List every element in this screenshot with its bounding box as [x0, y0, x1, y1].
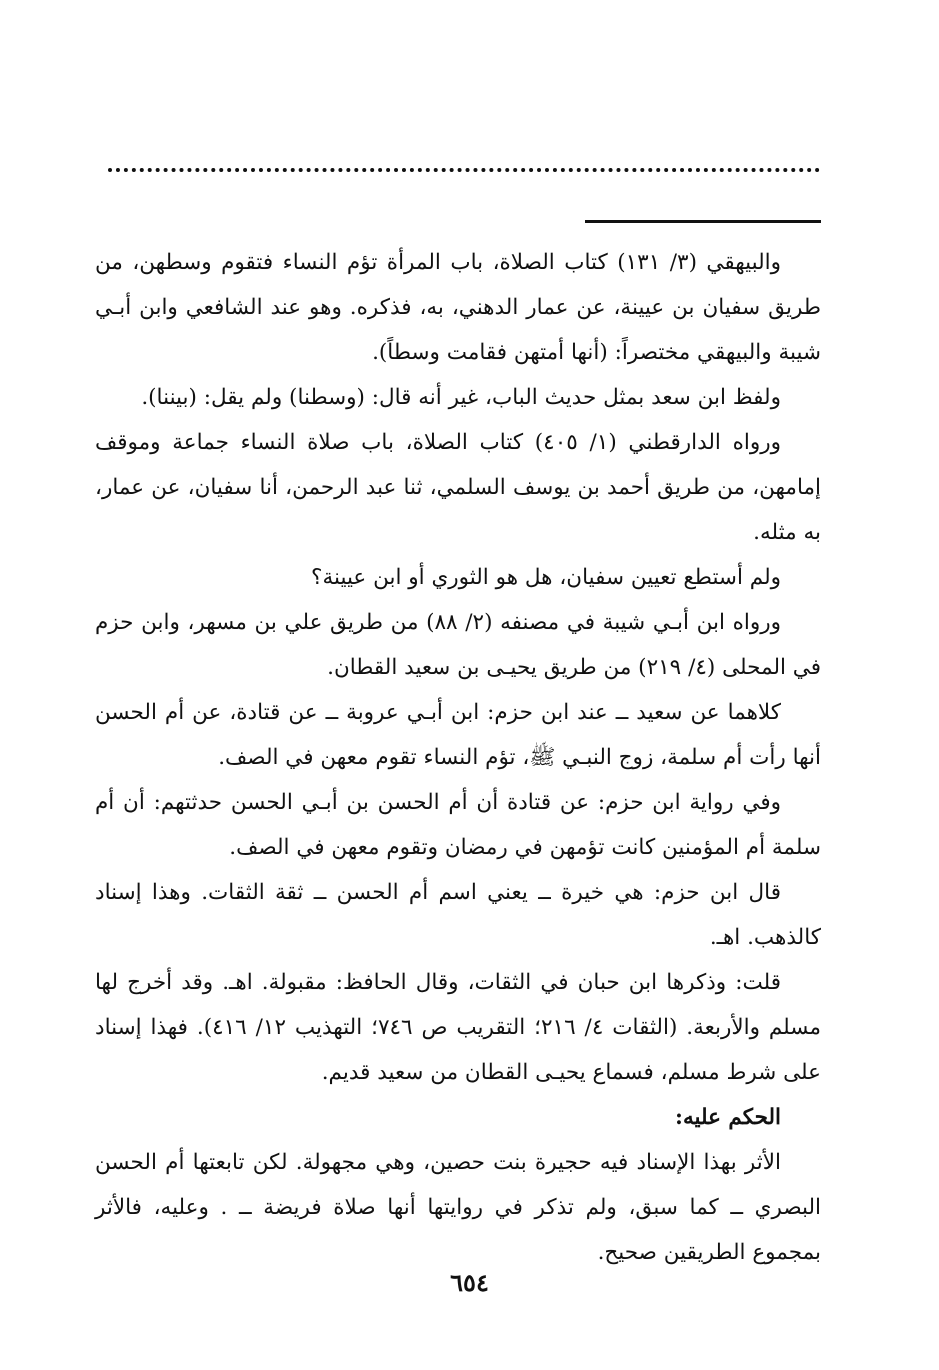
- page-number: ٦٥٤: [450, 1268, 489, 1297]
- section-heading: الحكم عليه:: [675, 1105, 781, 1130]
- dotted-separator: [108, 168, 820, 172]
- paragraph: الأثر بهذا الإسناد فيه حجيرة بنت حصين، وهي مجهولة. لكن تابعتها أم الحسن البصري ــ كما سبق، ولم تذكر في روايتها أنها صلاة فريضة ــ . وعليه، فالأثر بمجموع الطريقين صحيح.: [95, 1150, 821, 1265]
- paragraph: والبيهقي (٣/ ١٣١) كتاب الصلاة، باب المرأة تؤم النساء فتقوم وسطهن، من طريق سفيان بن عيينة، عن عمار الدهني، به، فذكره. وهو عند الشافعي وابن أبـي شيبة والبيهقي مختصراً: (أنها أمتهن فقامت وسطاً).: [95, 250, 821, 365]
- paragraph: ولفظ ابن سعد بمثل حديث الباب، غير أنه قال: (وسطنا) ولم يقل: (بيننا).: [141, 385, 781, 410]
- paragraph: وفي رواية ابن حزم: عن قتادة أن أم الحسن بن أبـي الحسن حدثتهم: أن أم سلمة أم المؤمنين كانت تؤمهن في رمضان وتقوم معهن في الصف.: [95, 790, 821, 860]
- paragraph: ورواه الدارقطني (١/ ٤٠٥) كتاب الصلاة، باب صلاة النساء جماعة وموقف إمامهن، من طريق أحمد بن يوسف السلمي، ثنا عبد الرحمن، أنا سفيان، عن عمار، به مثله.: [95, 430, 821, 545]
- paragraph: قال ابن حزم: هي خيرة ــ يعني اسم أم الحسن ــ ثقة الثقات. وهذا إسناد كالذهب. اهـ.: [95, 880, 821, 950]
- paragraph: ورواه ابن أبـي شيبة في مصنفه (٢/ ٨٨) من طريق علي بن مسهر، وابن حزم في المحلى (٤/ ٢١٩) من طريق يحيـى بن سعيد القطان.: [95, 610, 821, 680]
- footnote-rule: [585, 220, 821, 223]
- page-body: [95, 240, 821, 1275]
- paragraph: ولم أستطع تعيين سفيان، هل هو الثوري أو ابن عيينة؟: [311, 565, 781, 590]
- paragraph: كلاهما عن سعيد ــ عند ابن حزم: ابن أبـي عروبة ــ عن قتادة، عن أم الحسن أنها رأت أم سلمة، زوج النبـي ﷺ، تؤم النساء تقوم معهن في الصف.: [95, 700, 821, 770]
- paragraph: قلت: وذكرها ابن حبان في الثقات، وقال الحافظ: مقبولة. اهـ. وقد أخرج لها مسلم والأربعة. (الثقات ٤/ ٢١٦؛ التقريب ص ٧٤٦؛ التهذيب ١٢/ ٤١٦). فهذا إسناد على شرط مسلم، فسماع يحيـى القطان من سعيد قديم.: [95, 970, 821, 1085]
